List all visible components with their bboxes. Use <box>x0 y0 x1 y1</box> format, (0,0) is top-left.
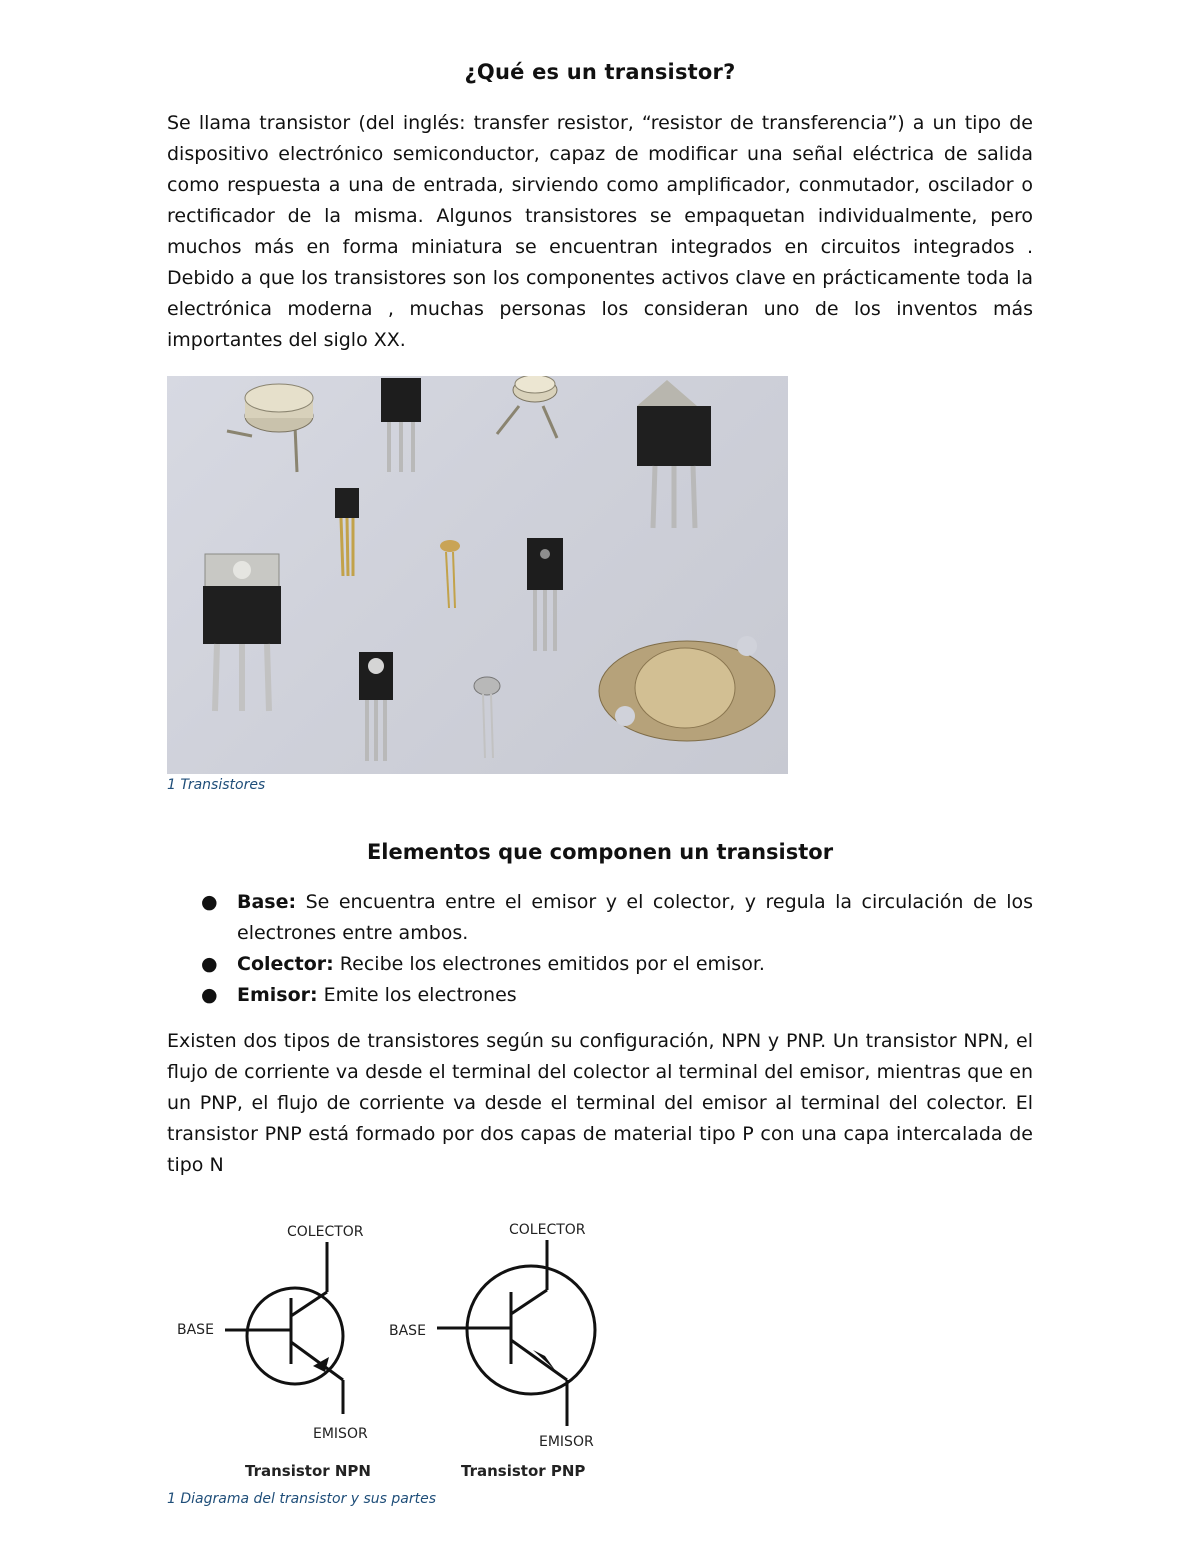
pnp-collector-label: COLECTOR <box>509 1222 586 1238</box>
plastic-transistor-3 <box>359 652 393 761</box>
element-term: Colector: <box>237 953 334 975</box>
small-transistor-1 <box>335 488 359 576</box>
pnp-emitter-arrow-icon <box>533 1350 555 1370</box>
npn-title: Transistor NPN <box>245 1462 371 1480</box>
pnp-emitter-label: EMISOR <box>539 1434 594 1450</box>
plastic-transistor-2 <box>527 538 563 651</box>
elements-list <box>167 887 1033 1011</box>
intro-paragraph: Se llama transistor (del inglés: transfer resistor, “resistor de transferencia”) a un tipo de dispositivo electrónico semiconductor, capaz de modificar una señal eléctrica de salida como respuesta a una de entrada, sirviendo como amplificador, conmutador, oscilador o rectificador de la misma. Algunos transistores se empaquetan individualmente, pero muchos más en forma miniatura se encuentran integrados en circuitos integrados . Debido a que los transistores son los componentes activos clave en prácticamente toda la electrónica moderna , muchas personas los consideran uno de los inventos más importantes del siglo XX. <box>167 112 1033 351</box>
metal-can-transistor-2 <box>497 376 557 438</box>
metal-can-transistor-3 <box>599 636 775 741</box>
pnp-symbol <box>437 1240 595 1426</box>
element-term: Emisor: <box>237 984 318 1006</box>
photo-caption: 1 Transistores <box>167 777 266 793</box>
transistor-symbols <box>167 1208 617 1488</box>
power-transistor-1 <box>637 380 711 528</box>
list-item <box>167 949 1033 980</box>
small-transistor-2 <box>440 540 460 608</box>
transistors-illustration <box>167 376 788 774</box>
transistors-photo <box>167 376 788 774</box>
npn-symbol <box>225 1242 343 1414</box>
bullet-icon: ● <box>201 953 218 975</box>
section-title: Elementos que componen un transistor <box>366 840 834 864</box>
transistor-diagram <box>167 1208 617 1488</box>
small-transistor-3 <box>474 677 500 758</box>
element-term: Base: <box>237 891 297 913</box>
npn-base-label: BASE <box>177 1322 214 1338</box>
list-item <box>167 887 1033 949</box>
diagram-caption: 1 Diagrama del transistor y sus partes <box>167 1491 437 1507</box>
types-paragraph: Existen dos tipos de transistores según su configuración, NPN y PNP. Un transistor NPN, el flujo de corriente va desde el terminal del colector al terminal del emisor, mientras que en un PNP, el flujo de corriente va desde el terminal del emisor al terminal del colector. El transistor PNP está formado por dos capas de material tipo P con una capa intercalada de tipo N <box>167 1030 1033 1176</box>
pnp-base-label: BASE <box>389 1323 426 1339</box>
metal-can-transistor-1 <box>227 384 313 472</box>
power-transistor-2 <box>203 554 281 711</box>
element-description: Recibe los electrones emitidos por el emisor. <box>333 953 765 975</box>
plastic-transistor-1 <box>381 378 421 472</box>
npn-collector-label: COLECTOR <box>287 1224 364 1240</box>
element-description: Se encuentra entre el emisor y el colector, y regula la circulación de los electrones entre ambos. <box>237 891 1033 944</box>
bullet-icon: ● <box>201 891 218 913</box>
pnp-title: Transistor PNP <box>461 1462 586 1480</box>
list-item <box>167 980 1033 1011</box>
element-description: Emite los electrones <box>317 984 517 1006</box>
bullet-icon: ● <box>201 984 218 1006</box>
npn-emitter-label: EMISOR <box>313 1426 368 1442</box>
page-title: ¿Qué es un transistor? <box>464 60 736 84</box>
